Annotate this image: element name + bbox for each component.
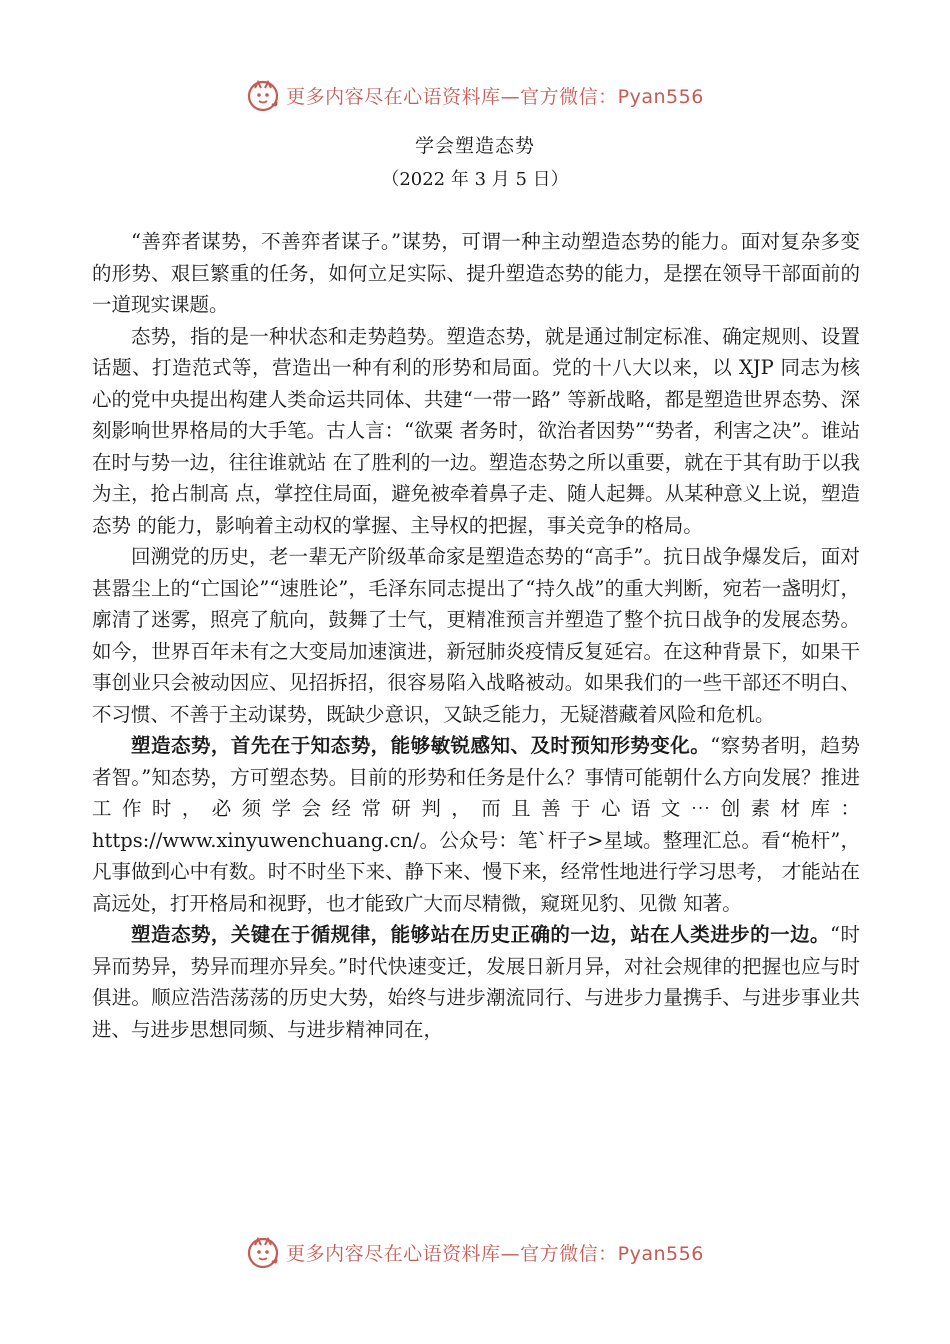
paragraph-4 [92, 730, 860, 919]
cat-logo-icon [246, 78, 280, 112]
document-date: （2022 年 3 月 5 日） [381, 169, 569, 190]
paragraph-text: “时异而势异，势异而理亦异矣。”时代快速变迁，发展日新月异，对社会规律的把握也应与时俱进。顺应浩浩荡荡的历史大势，始终与进步潮流同行、与进步力量携手、与进步事业共进、与进步思想同频、与进步精神同在， [92, 923, 860, 1041]
paragraph-3 [92, 541, 860, 730]
cat-logo-icon [246, 1235, 280, 1269]
paragraph-5 [92, 919, 860, 1045]
document-body [92, 226, 860, 1045]
paragraph-text: “察势者明，趋势者智。”知态势，方可塑态势。目前的形势和任务是什么？事情可能朝什么方向发展？推进工作时，必须学会经常研判，而且善于心语文⋯创素材库：https://www.xinyuwenchuang.cn/。公众号：笔`杆子>星域。整理汇总。看“桅杆”， 凡事做到心中有数。时不时坐下来、静下来、慢下来，经常性地进行学习思考， 才能站在高远处，打开格局和视野，也才能致广大而尽精微，窥斑见豹、见微 知著。 [92, 734, 860, 915]
header-watermark [0, 75, 950, 115]
paragraph-lead: 塑造态势，关键在于循规律，能够站在历史正确的一边，站在人类进步的一边。 [131, 923, 831, 946]
watermark-text: 更多内容尽在心语资料库—官方微信：Pyan556 [286, 1242, 704, 1265]
watermark-text: 更多内容尽在心语资料库—官方微信：Pyan556 [286, 85, 704, 108]
paragraph-text: 态势，指的是一种状态和走势趋势。塑造态势，就是通过制定标准、确定规则、设置话题、打造范式等，营造出一种有利的形势和局面。党的十八大以来，以 XJP 同志为核心的党中央提出构建人类命运共同体、共建“一带一路” 等新战略，都是塑造世界态势、深刻影响世界格局的大手笔。古人言：“欲粟 者务时，欲治者因势”“势者，利害之决”。谁站在时与势一边，往往谁就站 在了胜利的一边。塑造态势之所以重要，就在于其有助于以我为主，抢占制高 点，掌控住局面，避免被牵着鼻子走、随人起舞。从某种意义上说，塑造态势 的能力，影响着主动权的掌握、主导权的把握，事关竞争的格局。 [92, 324, 860, 537]
paragraph-1 [92, 226, 860, 321]
paragraph-lead: 塑造态势，首先在于知态势，能够敏锐感知、及时预知形势变化。 [131, 734, 711, 757]
footer-watermark [0, 1232, 950, 1272]
paragraph-2 [92, 321, 860, 542]
paragraph-text: 回溯党的历史，老一辈无产阶级革命家是塑造态势的“高手”。抗日战争爆发后，面对甚嚣尘上的“亡国论”“速胜论”，毛泽东同志提出了“持久战”的重大判断，宛若一盏明灯，廓清了迷雾，照亮了航向，鼓舞了士气，更精准预言并塑造了整个抗日战争的发展态势。如今，世界百年未有之大变局加速演进，新冠肺炎疫情反复延宕。在这种背景下，如果干事创业只会被动因应、见招拆招，很容易陷入战略被动。如果我们的一些干部还不明白、不习惯、不善于主动谋势，既缺少意识，又缺乏能力，无疑潜藏着风险和危机。 [92, 545, 860, 726]
document-title: 学会塑造态势 [414, 135, 535, 157]
paragraph-text: “善弈者谋势，不善弈者谋子。”谋势，可谓一种主动塑造态势的能力。面对复杂多变的形势、艰巨繁重的任务，如何立足实际、提升塑造态势的能力，是摆在领导干部面前的一道现实课题。 [92, 230, 860, 316]
